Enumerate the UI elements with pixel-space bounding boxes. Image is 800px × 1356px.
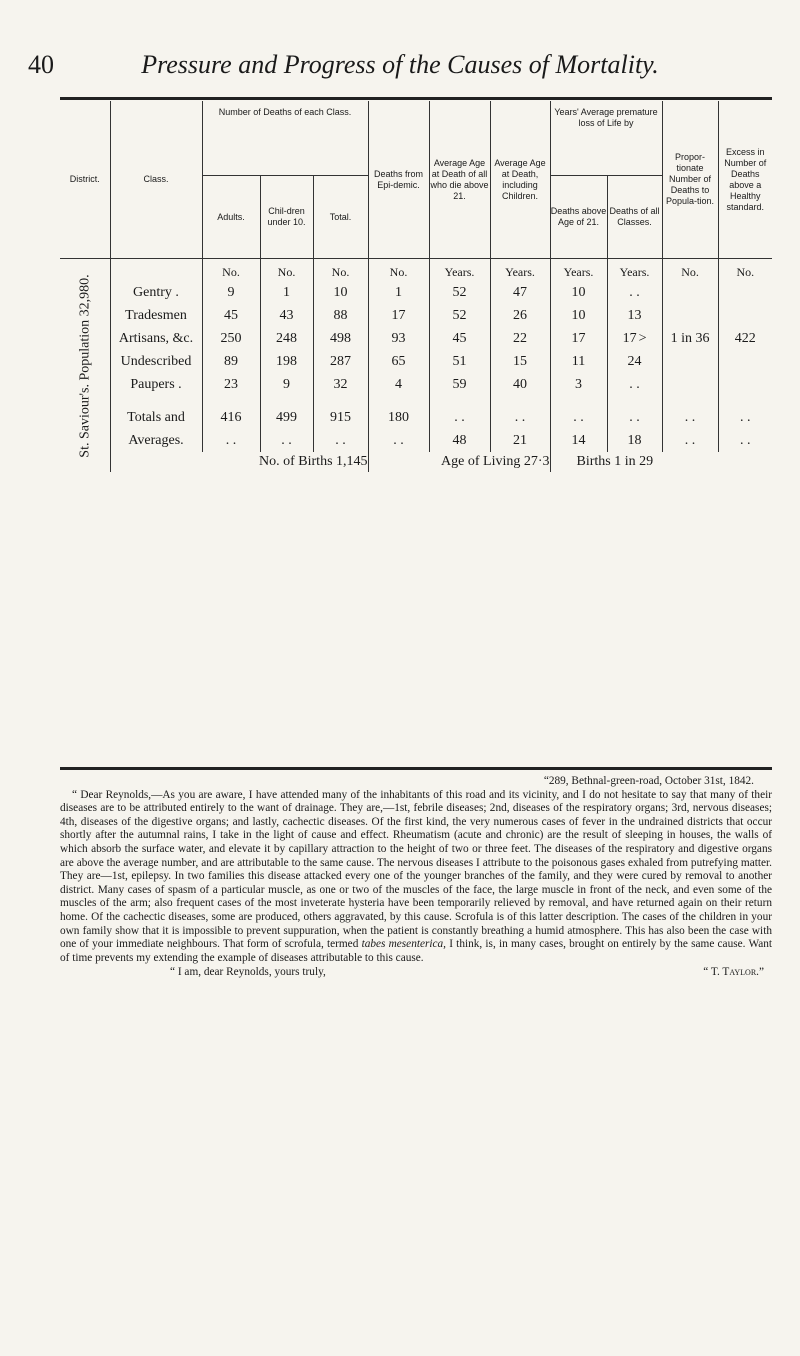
unit-excess: No. [718,259,772,282]
cell-avg21: 51 [429,350,490,373]
table-gap-row [60,396,772,406]
cell-premall: . . [607,373,662,396]
total-premall: . . [607,406,662,429]
cell-children: 1 [260,281,313,304]
row-class: Tradesmen [110,304,202,327]
unit-total: No. [313,259,368,282]
unit-avg21: Years. [429,259,490,282]
unit-prem21: Years. [550,259,607,282]
cell-premall-value: . . [629,284,640,300]
header-total: Total. [313,176,368,259]
cell-premall [607,281,662,304]
row-class: Gentry . [110,281,202,304]
cell-avg21: 45 [429,327,490,350]
avg-children: . . [260,429,313,452]
letter-signoff [60,966,772,980]
unit-premall: Years. [607,259,662,282]
header-avg-age-above21: Average Age at Death of all who die above 21. [429,101,490,259]
cell-total: 10 [313,281,368,304]
cell-avgall: 22 [490,327,550,350]
total-avgall: . . [490,406,550,429]
averages-row [60,429,772,452]
cell-children: 248 [260,327,313,350]
totals-row [60,406,772,429]
cell-premall-value: 17 [622,330,637,346]
cell-prem21: 3 [550,373,607,396]
cell-premall: 13 [607,304,662,327]
district-cell [60,259,110,473]
total-epidemic: 180 [368,406,429,429]
district-label: St. Saviour's. Population 32,980. [77,273,93,458]
cell-adults: 89 [202,350,260,373]
header-proportion: Propor-tionate Number of Deaths to Popula-tion. [662,101,718,259]
header-avg-age-all: Average Age at Death, including Children. [490,101,550,259]
letter-body-end: I think, is, in many cases, brought on entirely by the same cause. Want of time prevents my extending the example of diseases attributable to this cause. [60,938,773,964]
cell-epidemic: 4 [368,373,429,396]
letter-signature: “ T. Taylor.” [703,966,764,979]
header-adults: Adults. [202,176,260,259]
letter-dateline: “289, Bethnal-green-road, October 31st, 1842. [543,775,754,787]
summary-row [60,452,772,472]
cell-total: 88 [313,304,368,327]
cell-prem21: 11 [550,350,607,373]
letter-italic-term: tabes mesenterica, [361,938,447,951]
table-top-rule [60,97,772,100]
cell-avgall: 26 [490,304,550,327]
table-bottom-rule [60,767,772,770]
page-number: 40 [28,50,54,79]
avg-epidemic: . . [368,429,429,452]
row-class: Undescribed [110,350,202,373]
letter-body [60,789,772,966]
avg-prem21: 14 [550,429,607,452]
header-district: District. [60,101,110,259]
cell-avg21: 59 [429,373,490,396]
births-ratio-label: Births 1 in 29 [550,452,772,472]
cell-prem21: 10 [550,281,607,304]
letter [60,775,772,980]
brace-icon: > [638,330,647,346]
cell-children: 198 [260,350,313,373]
running-head: Pressure and Progress of the Causes of Mortality. [141,50,659,79]
table-row [60,281,772,304]
cell-avgall: 15 [490,350,550,373]
mortality-table [60,101,772,472]
cell-children: 9 [260,373,313,396]
cell-proportion: 1 in 36 [662,281,718,396]
cell-epidemic: 1 [368,281,429,304]
cell-adults: 250 [202,327,260,350]
cell-prem21: 10 [550,304,607,327]
header-class: Class. [110,101,202,259]
avg-avgall: 21 [490,429,550,452]
averages-label: Averages. [110,429,202,452]
row-class: Paupers . [110,373,202,396]
units-row [60,259,772,282]
header-epidemic: Deaths from Epi-demic. [368,101,429,259]
avg-excess: . . [718,429,772,452]
cell-epidemic: 93 [368,327,429,350]
total-proportion: . . [662,406,718,429]
cell-premall: 24 [607,350,662,373]
cell-avg21: 52 [429,304,490,327]
row-class: Artisans, &c. [110,327,202,350]
header-children: Chil-dren under 10. [260,176,313,259]
header-excess: Excess in Number of Deaths above a Healthy standard. [718,101,772,259]
cell-adults: 45 [202,304,260,327]
avg-total: . . [313,429,368,452]
total-avg21: . . [429,406,490,429]
header-prem-above21: Deaths above Age of 21. [550,176,607,259]
letter-body-text: “ Dear Reynolds,—As you are aware, I have attended many of the inhabitants of this road and its vicinity, and I do not hesitate to say that many of their diseases are to be attributed entirely to the want of drainage. They are,—1st, febrile diseases; 2nd, diseases of the respiratory organs; 3rd, nervous diseases; 4th, diseases of the digestive organs; and lastly, cachectic diseases. Of the first kind, the very numerous cases of fever in the undrained districts that occur shortly after the autumnal rains, I take in the light of cause and effect. Rheumatism (acute and chronic) are the result of sleeping in houses, the walls of which absorb the surface water, and elevate it by capillary attraction to the height of two or three feet. The diseases of the respiratory and digestive organs are above the average number, and are attributable to the same cause. The nervous diseases I attribute to the poisonous gases exhaled from putrefying matter. They are—1st, epilepsy. In two families this disease attacked every one of the younger branches of the family, and they were cured by removal to another district. Many cases of spasm of a particular muscle, as one or two of the muscles of the face, the large muscle in front of the neck, and even some of the muscles of the arm; also frequent cases of the most inveterate hysteria have been temporarily relieved by removal, and have returned again on their return home. Of the cachectic diseases, some are produced, others aggravated, by this cause. Scrofula is of this latter description. The cases of the children in your own family show that it is impossible to prevent suppuration, when the patient is constantly breathing a humid atmosphere. This has also been the case with one of your immediate neighbours. That form of scrofula, termed [60,788,772,951]
avg-premall: 18 [607,429,662,452]
cell-total: 498 [313,327,368,350]
total-adults: 416 [202,406,260,429]
cell-total: 287 [313,350,368,373]
cell-epidemic: 65 [368,350,429,373]
total-excess: . . [718,406,772,429]
cell-avgall: 40 [490,373,550,396]
total-total: 915 [313,406,368,429]
header-prem-all: Deaths of all Classes. [607,176,662,259]
births-label: No. of Births 1,145 [110,452,368,472]
letter-closing: “ I am, dear Reynolds, yours truly, [170,966,326,979]
cell-avgall: 47 [490,281,550,304]
header-premature-group: Years' Average premature loss of Life by [550,101,662,176]
cell-adults: 23 [202,373,260,396]
cell-total: 32 [313,373,368,396]
unit-epidemic: No. [368,259,429,282]
cell-adults: 9 [202,281,260,304]
cell-premall [607,327,662,350]
cell-excess: 422 [718,281,772,396]
cell-prem21: 17 [550,327,607,350]
total-prem21: . . [550,406,607,429]
unit-proportion: No. [662,259,718,282]
unit-avgall: Years. [490,259,550,282]
avg-avg21: 48 [429,429,490,452]
unit-children: No. [260,259,313,282]
cell-children: 43 [260,304,313,327]
unit-adults: No. [202,259,260,282]
living-label: Age of Living 27·3 [368,452,550,472]
avg-adults: . . [202,429,260,452]
cell-epidemic: 17 [368,304,429,327]
avg-proportion: . . [662,429,718,452]
total-children: 499 [260,406,313,429]
totals-label: Totals and [110,406,202,429]
header-deaths-group: Number of Deaths of each Class. [202,101,368,176]
cell-avg21: 52 [429,281,490,304]
